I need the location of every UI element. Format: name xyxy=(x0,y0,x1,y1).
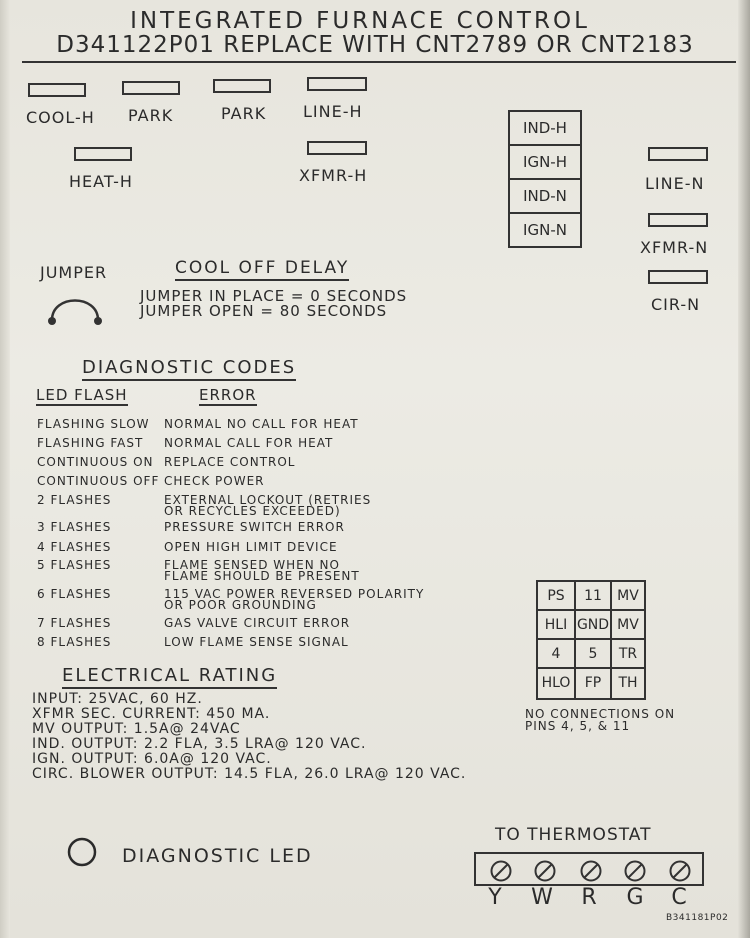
error-cell: EXTERNAL LOCKOUT (RETRIES xyxy=(164,493,372,507)
pin-cell: HLI xyxy=(538,611,576,640)
terminal-label-xfmr-h: XFMR-H xyxy=(299,166,368,185)
rating-line: CIRC. BLOWER OUTPUT: 14.5 FLA, 26.0 LRA@ 120 VAC. xyxy=(32,766,467,782)
led-flash-cell: CONTINUOUS ON xyxy=(37,455,154,469)
terminal-label-line-n: LINE-N xyxy=(645,174,705,193)
error-cell-continued: FLAME SHOULD BE PRESENT xyxy=(164,569,360,583)
error-cell: REPLACE CONTROL xyxy=(164,455,296,469)
thermostat-letter: R xyxy=(581,885,597,910)
title-line-2: D341122P01 REPLACE WITH CNT2789 OR CNT2183 xyxy=(56,32,694,58)
error-cell: CHECK POWER xyxy=(164,474,265,488)
ignition-cell: IND-N xyxy=(510,180,580,214)
pin-cell: MV xyxy=(612,582,644,611)
terminal-cool-h xyxy=(28,83,86,97)
terminal-label-xfmr-n: XFMR-N xyxy=(640,238,709,257)
ignition-terminal-block xyxy=(508,110,582,248)
part-number: B341181P02 xyxy=(666,913,729,923)
screw-terminal-icon xyxy=(624,860,646,882)
jumper-icon xyxy=(44,290,106,328)
screw-terminal-icon xyxy=(534,860,556,882)
thermostat-letter: G xyxy=(626,885,644,910)
thermostat-heading: TO THERMOSTAT xyxy=(495,825,652,845)
rating-line: IGN. OUTPUT: 6.0A@ 120 VAC. xyxy=(32,751,272,767)
led-flash-cell: 3 FLASHES xyxy=(37,520,112,534)
screw-terminal-icon xyxy=(580,860,602,882)
thermostat-terminal-strip xyxy=(474,852,704,886)
pin-cell: TR xyxy=(612,640,644,669)
connector-pin-grid xyxy=(536,580,646,700)
jumper-open-text: JUMPER OPEN = 80 SECONDS xyxy=(140,302,388,320)
terminal-park-2 xyxy=(213,79,271,93)
error-cell: 115 VAC POWER REVERSED POLARITY xyxy=(164,587,425,601)
terminal-line-h xyxy=(307,77,367,91)
terminal-label-line-h: LINE-H xyxy=(303,102,363,121)
led-flash-cell: 8 FLASHES xyxy=(37,635,112,649)
terminal-cir-n xyxy=(648,270,708,284)
pin-cell: GND xyxy=(576,611,612,640)
rating-line: MV OUTPUT: 1.5A@ 24VAC xyxy=(32,721,241,737)
led-flash-cell: FLASHING SLOW xyxy=(37,417,150,431)
led-flash-cell: 6 FLASHES xyxy=(37,587,112,601)
pin-cell: PS xyxy=(538,582,576,611)
error-column-header: ERROR xyxy=(199,386,257,404)
led-flash-cell: FLASHING FAST xyxy=(37,436,144,450)
pin-note-line-2: PINS 4, 5, & 11 xyxy=(525,719,631,733)
sheet-right-edge xyxy=(738,0,750,938)
jumper-in-place-text: JUMPER IN PLACE = 0 SECONDS xyxy=(140,287,408,305)
electrical-rating-lines xyxy=(32,692,466,782)
terminal-label-cool-h: COOL-H xyxy=(26,108,95,127)
error-cell-continued: OR POOR GROUNDING xyxy=(164,598,317,612)
terminal-label-heat-h: HEAT-H xyxy=(69,172,133,191)
thermostat-letter: C xyxy=(671,885,687,910)
terminal-line-n xyxy=(648,147,708,161)
cool-off-delay-heading: COOL OFF DELAY xyxy=(175,258,349,281)
pin-cell: MV xyxy=(612,611,644,640)
pin-cell: 4 xyxy=(538,640,576,669)
led-flash-cell: CONTINUOUS OFF xyxy=(37,474,160,488)
rating-line: XFMR SEC. CURRENT: 450 MA. xyxy=(32,706,271,722)
title-line-1: INTEGRATED FURNACE CONTROL xyxy=(130,8,590,34)
pin-cell: TH xyxy=(618,675,638,691)
ignition-cell: IGN-N xyxy=(523,221,567,239)
terminal-park-1 xyxy=(122,81,180,95)
pin-note-line-1: NO CONNECTIONS ON xyxy=(525,707,676,721)
error-cell: NORMAL NO CALL FOR HEAT xyxy=(164,417,359,431)
terminal-label-cir-n: CIR-N xyxy=(651,295,701,314)
ignition-cell: IND-H xyxy=(510,112,580,146)
led-flash-cell: 5 FLASHES xyxy=(37,558,112,572)
error-cell: NORMAL CALL FOR HEAT xyxy=(164,436,334,450)
diagnostic-led-label: DIAGNOSTIC LED xyxy=(122,845,313,867)
thermostat-letter: Y xyxy=(488,885,502,910)
terminal-xfmr-h xyxy=(307,141,367,155)
rating-line: IND. OUTPUT: 2.2 FLA, 3.5 LRA@ 120 VAC. xyxy=(32,736,367,752)
thermostat-letter: W xyxy=(531,885,553,910)
ignition-cell: IGN-H xyxy=(510,146,580,180)
led-flash-cell: 4 FLASHES xyxy=(37,540,112,554)
error-cell: GAS VALVE CIRCUIT ERROR xyxy=(164,616,351,630)
pin-cell: HLO xyxy=(538,669,576,698)
terminal-label-park-2: PARK xyxy=(221,104,267,123)
error-cell-continued: OR RECYCLES EXCEEDED) xyxy=(164,504,341,518)
pin-cell: 5 xyxy=(576,640,612,669)
jumper-label: JUMPER xyxy=(40,263,108,282)
error-cell: FLAME SENSED WHEN NO xyxy=(164,558,340,572)
led-flash-cell: 7 FLASHES xyxy=(37,616,112,630)
led-flash-cell: 2 FLASHES xyxy=(37,493,112,507)
error-cell: LOW FLAME SENSE SIGNAL xyxy=(164,635,349,649)
terminal-xfmr-n xyxy=(648,213,708,227)
electrical-rating-heading: ELECTRICAL RATING xyxy=(62,665,277,689)
pin-cell: 11 xyxy=(576,582,612,611)
error-cell: OPEN HIGH LIMIT DEVICE xyxy=(164,540,338,554)
sheet-left-edge xyxy=(0,0,10,938)
pin-cell: FP xyxy=(576,669,612,698)
rating-line: INPUT: 25VAC, 60 HZ. xyxy=(32,691,203,707)
screw-terminal-icon xyxy=(669,860,691,882)
diagnostic-codes-heading: DIAGNOSTIC CODES xyxy=(82,357,296,381)
terminal-heat-h xyxy=(74,147,132,161)
led-flash-column-header: LED FLASH xyxy=(36,386,128,404)
terminal-label-park-1: PARK xyxy=(128,106,174,125)
diagnostic-led-icon xyxy=(66,836,98,868)
error-cell: PRESSURE SWITCH ERROR xyxy=(164,520,345,534)
title-underline xyxy=(22,61,736,63)
screw-terminal-icon xyxy=(490,860,512,882)
